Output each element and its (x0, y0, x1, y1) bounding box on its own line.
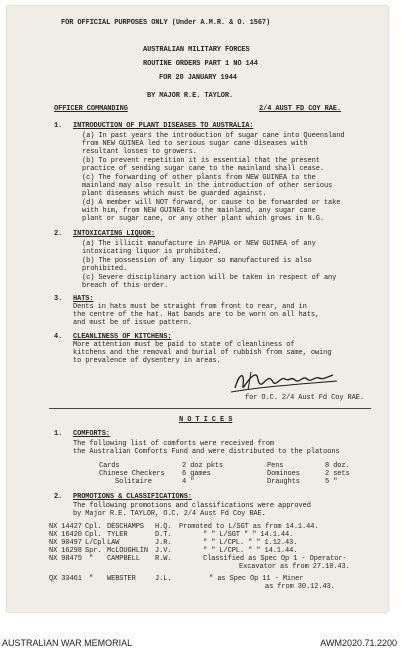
order-line: prohibited. (82, 265, 128, 273)
rank: " (89, 575, 94, 583)
issued-by: BY MAJOR R.E. TAYLOR. (147, 92, 234, 100)
notices-title: N O T I C E S (179, 416, 233, 424)
accession-number: AWM2020.71.2200 (320, 638, 397, 648)
comfort-item: Pens (267, 462, 284, 470)
comfort-item: Solitaire (115, 478, 152, 486)
order-line: (d) A member will NOT forward, or cause to be forwarded or take (82, 199, 341, 207)
order-line: (c) Severe disciplinary action will be taken in respect of any (82, 274, 337, 282)
order-number: 2. (54, 230, 63, 238)
promotion-detail: " " L/CPL. " " 1.12.43. (203, 539, 298, 547)
order-heading: INTOXICATING LIQUOR: (73, 230, 156, 238)
order-heading: CLEANLINESS OF KITCHENS: (73, 333, 172, 341)
platoon: J.R. (155, 539, 172, 547)
archive-name: AUSTRALIAN WAR MEMORIAL (2, 638, 133, 648)
signature-block: for O.C. 2/4 Aust Fd Coy RAE. (245, 394, 364, 402)
service-number: NX 90497 (49, 539, 82, 547)
promotion-detail: Classified as Spec Op 1 - Operator- (203, 555, 347, 563)
promotion-detail: " as Spec Op 11 - Miner (209, 575, 304, 583)
order-line: (a) In past years the introduction of sugar cane into Queensland (82, 132, 345, 140)
order-line: mainland may also result in the introduction of other serious (82, 182, 333, 190)
soldier-name: WEBSTER (107, 575, 136, 583)
order-line: Dents in hats must be straight from front to rear, and in (73, 303, 307, 311)
unit-name: 2/4 AUST FD COY RAE. (259, 105, 342, 113)
handwritten-signature (229, 366, 339, 396)
notice-line: The following promotions and classifications were approved (73, 502, 311, 510)
comfort-qty: 2 sets (325, 470, 350, 478)
order-line: plant diseases which must be guarded against. (82, 190, 267, 198)
platoon: J.V. (155, 547, 172, 555)
promotion-detail: " " L/CPL. " " 14.1.44. (203, 547, 298, 555)
order-number: 4. (54, 333, 63, 341)
order-number: 1. (54, 122, 63, 130)
platoon: H.Q. (155, 523, 172, 531)
rank: Spr. (85, 547, 102, 555)
order-line: intoxicating liquor is prohibited. (82, 248, 222, 256)
promotion-detail: " " L/SGT " " 14.1.44. (203, 531, 294, 539)
rank: Cpl. (85, 523, 102, 531)
soldier-name: McLOUGHLIN (107, 547, 149, 555)
archive-footer (0, 614, 401, 653)
rank: Cpl. (85, 531, 102, 539)
comfort-qty: 4 " (182, 478, 195, 486)
soldier-name: CAMPBELL (107, 555, 140, 563)
document-page (7, 6, 388, 612)
order-line: and must be of issue pattern. (73, 319, 192, 327)
order-heading: INTRODUCTION OF PLANT DISEASES TO AUSTRALIA: (73, 122, 254, 130)
notice-number: 2. (54, 493, 63, 501)
notice-heading: PROMOTIONS & CLASSIFICATIONS: (73, 493, 192, 501)
soldier-name: LAW (107, 539, 120, 547)
service-number: NX 14427 (49, 523, 82, 531)
comfort-qty: 5 " (325, 478, 338, 486)
platoon: J.L. (155, 575, 172, 583)
order-line: the centre of the hat. Hat bands are to be worn on all hats, (73, 311, 320, 319)
service-number: NX 16420 (49, 531, 82, 539)
notice-heading: COMFORTS: (73, 430, 110, 438)
notice-line: the Australian Comforts Fund and were distributed to the platoons (73, 448, 340, 456)
service-number: NX 98475 (49, 555, 82, 563)
order-line: with him, from NEW GUINEA to the mainland, any sugar cane (82, 207, 316, 215)
document-subtitle: ROUTINE ORDERS PART 1 NO 144 (143, 60, 258, 68)
comfort-item: Dominoes (267, 470, 300, 478)
order-line: More attention must be paid to state of cleanliness of (73, 341, 295, 349)
comfort-qty: 2 doz pkts (182, 462, 224, 470)
order-line: (b) The possession of any liquor so manufactured is also (82, 257, 312, 265)
notice-number: 1. (54, 430, 63, 438)
order-line: (c) The forwarding of other plants from NEW GUINEA to the (82, 174, 316, 182)
rank: L/Cpl (85, 539, 106, 547)
order-line: practice of sending sugar cane to the mainland shall cease. (82, 165, 324, 173)
promotion-detail: as from 30.12.43. (265, 583, 335, 591)
soldier-name: DESCHAMPS (107, 523, 144, 531)
comfort-item: Cards (99, 462, 120, 470)
promotion-detail: Excavator as from 27.10.43. (239, 563, 350, 571)
order-line: (b) To prevent repetition it is essential that the present (82, 157, 320, 165)
service-number: NX 16298 (49, 547, 82, 555)
order-line: to prevalence of dysentery in areas. (73, 357, 221, 365)
order-line: (a) The illicit manufacture in PAPUA or NEW GUINEA of any (82, 240, 316, 248)
order-line: kitchens and the removal and burial of rubbish from same, owing (73, 349, 332, 357)
comfort-item: Chinese Checkers (99, 470, 165, 478)
promotion-detail: Promoted to L/SGT as from 14.1.44. (179, 523, 319, 531)
notice-line: The following list of comforts were received from (73, 440, 274, 448)
order-number: 3. (54, 295, 63, 303)
document-title: AUSTRALIAN MILITARY FORCES (143, 46, 250, 54)
section-divider (49, 408, 371, 409)
order-heading: HATS: (73, 295, 94, 303)
soldier-name: TYLER (107, 531, 128, 539)
comfort-item: Draughts (267, 478, 300, 486)
service-number: QX 33461 (49, 575, 82, 583)
platoon: R.W. (155, 555, 172, 563)
notice-line: by Major R.E. TAYLOR, O.C. 2/4 Aust Fd Coy RAE. (73, 510, 266, 518)
order-line: from NEW GUINEA led to serious sugar cane diseases with (82, 140, 308, 148)
comfort-qty: 6 games (182, 470, 211, 478)
classification-line: FOR OFFICIAL PURPOSES ONLY (Under A.M.R. & O. 1567) (61, 19, 271, 27)
order-line: resultant losses to growers. (82, 148, 197, 156)
comfort-qty: 8 doz. (325, 462, 350, 470)
order-line: breach of this order. (82, 282, 169, 290)
rank: " (89, 555, 94, 563)
order-line: plant or sugar cane, or any other plant which grows in N.G. (82, 215, 324, 223)
document-date: FOR 20 JANUARY 1944 (159, 74, 237, 82)
platoon: D.T. (155, 531, 172, 539)
officer-commanding-label: OFFICER COMMANDING (54, 105, 128, 113)
